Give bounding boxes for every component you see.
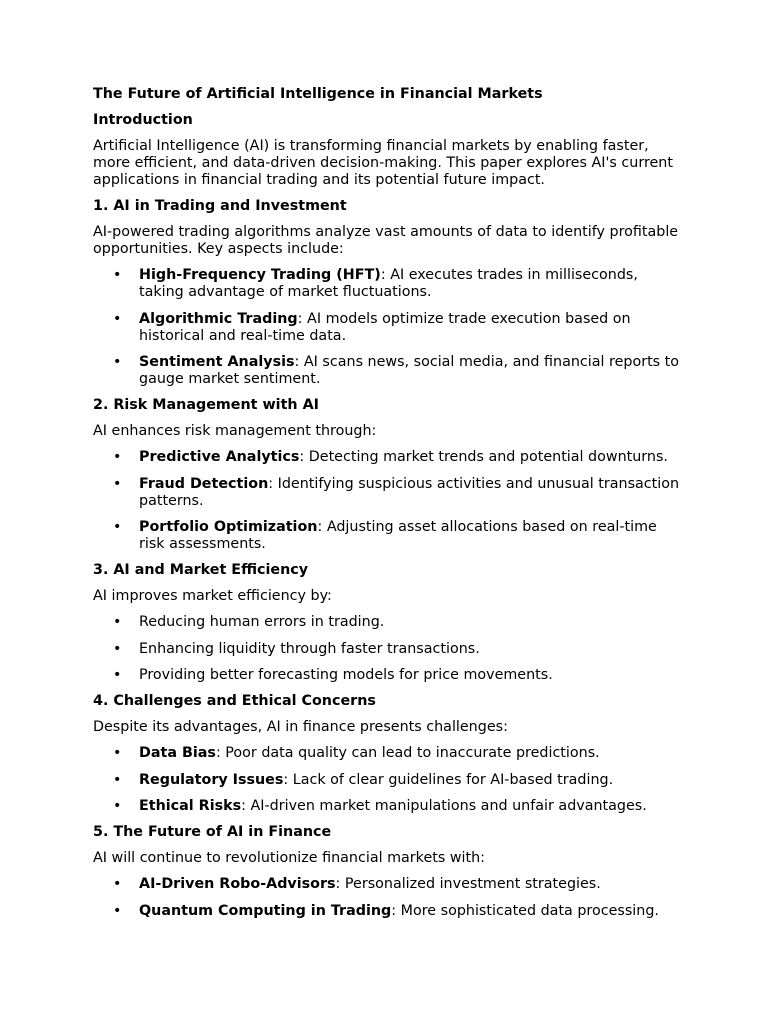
intro-heading: Introduction [93, 112, 193, 128]
list-item-term: AI-Driven Robo-Advisors [139, 876, 336, 892]
bullet-icon: • [113, 876, 122, 892]
section-paragraph: AI will continue to revolutionize financial markets with: [93, 850, 485, 866]
list-item [93, 641, 683, 658]
list-item [93, 519, 683, 553]
list-item-term: Fraud Detection [139, 475, 269, 492]
list-item-term: Ethical Risks [139, 798, 242, 814]
list-item-text: : More sophisticated data processing. [391, 902, 659, 919]
section-paragraph: AI improves market efficiency by: [93, 588, 332, 604]
list-item-term: High-Frequency Trading (HFT) [139, 267, 381, 283]
list-item-text: : Personalized investment strategies. [335, 876, 601, 892]
list-item-text: : AI-driven market manipulations and unfair advantages. [241, 798, 647, 814]
bullet-icon: • [113, 267, 122, 283]
section-paragraph: AI enhances risk management through: [93, 423, 377, 439]
list-item [93, 614, 683, 631]
list-item [93, 354, 683, 388]
list-item-text: : AI executes trades in milliseconds, taking advantage of market fluctuations. [139, 267, 638, 300]
list-item-term: Predictive Analytics [139, 449, 300, 465]
list-item-term: Regulatory Issues [139, 771, 284, 788]
section-heading: 2. Risk Management with AI [93, 397, 319, 413]
list-item-text: : AI models optimize trade execution based on historical and real-time data. [139, 310, 631, 344]
bullet-icon: • [113, 475, 122, 492]
bullet-list [93, 745, 683, 815]
list-item [93, 903, 683, 920]
section-paragraph: AI-powered trading algorithms analyze vast amounts of data to identify profitable opportunities. Key aspects include: [93, 224, 679, 257]
list-item-text: Enhancing liquidity through faster transactions. [139, 640, 480, 657]
list-item-text: : AI scans news, social media, and financial reports to gauge market sentiment. [139, 354, 680, 387]
list-item [93, 476, 683, 510]
bullet-icon: • [113, 640, 122, 657]
list-item-term: Data Bias [139, 745, 216, 761]
list-item-text: : Lack of clear guidelines for AI-based trading. [283, 771, 614, 788]
bullet-icon: • [113, 667, 122, 683]
list-item [93, 798, 683, 815]
list-item [93, 745, 683, 762]
bullet-list [93, 267, 683, 388]
bullet-icon: • [113, 902, 122, 919]
section-heading: 3. AI and Market Efficiency [93, 562, 309, 578]
bullet-icon: • [113, 449, 122, 465]
section-heading: 4. Challenges and Ethical Concerns [93, 693, 376, 709]
list-item-text: Reducing human errors in trading. [139, 614, 385, 630]
section-heading: 1. AI in Trading and Investment [93, 198, 347, 214]
list-item-text: : Poor data quality can lead to inaccurate predictions. [215, 745, 600, 761]
list-item-term: Quantum Computing in Trading [139, 902, 392, 919]
list-item [93, 772, 683, 789]
list-item-term: Sentiment Analysis [139, 354, 295, 370]
bullet-list [93, 449, 683, 553]
section-heading: 5. The Future of AI in Finance [93, 824, 332, 840]
document-title: The Future of Artificial Intelligence in Financial Markets [93, 86, 543, 102]
bullet-list [93, 614, 683, 684]
bullet-icon: • [113, 614, 122, 630]
bullet-icon: • [113, 771, 122, 788]
bullet-icon: • [113, 745, 122, 761]
sections-container [93, 198, 683, 920]
section-paragraph: Despite its advantages, AI in finance presents challenges: [93, 719, 508, 735]
list-item-term: Algorithmic Trading [139, 310, 298, 327]
document-page [93, 86, 683, 929]
list-item-text: : Detecting market trends and potential downturns. [299, 449, 668, 465]
bullet-icon: • [113, 354, 122, 370]
list-item [93, 667, 683, 684]
bullet-list [93, 876, 683, 920]
list-item [93, 449, 683, 466]
list-item-term: Portfolio Optimization [139, 519, 318, 535]
list-item-text: Providing better forecasting models for price movements. [139, 667, 553, 683]
intro-paragraph: Artificial Intelligence (AI) is transforming financial markets by enabling faster, more efficient, and data-driven decision-making. This paper explores AI's current applications in financial trading and its potential future impact. [93, 138, 673, 188]
list-item [93, 311, 683, 345]
list-item [93, 876, 683, 893]
list-item-text: : Adjusting asset allocations based on real-time risk assessments. [139, 519, 657, 552]
list-item-text: : Identifying suspicious activities and unusual transaction patterns. [139, 475, 680, 509]
bullet-icon: • [113, 519, 122, 535]
bullet-icon: • [113, 798, 122, 814]
bullet-icon: • [113, 310, 122, 327]
list-item [93, 267, 683, 301]
